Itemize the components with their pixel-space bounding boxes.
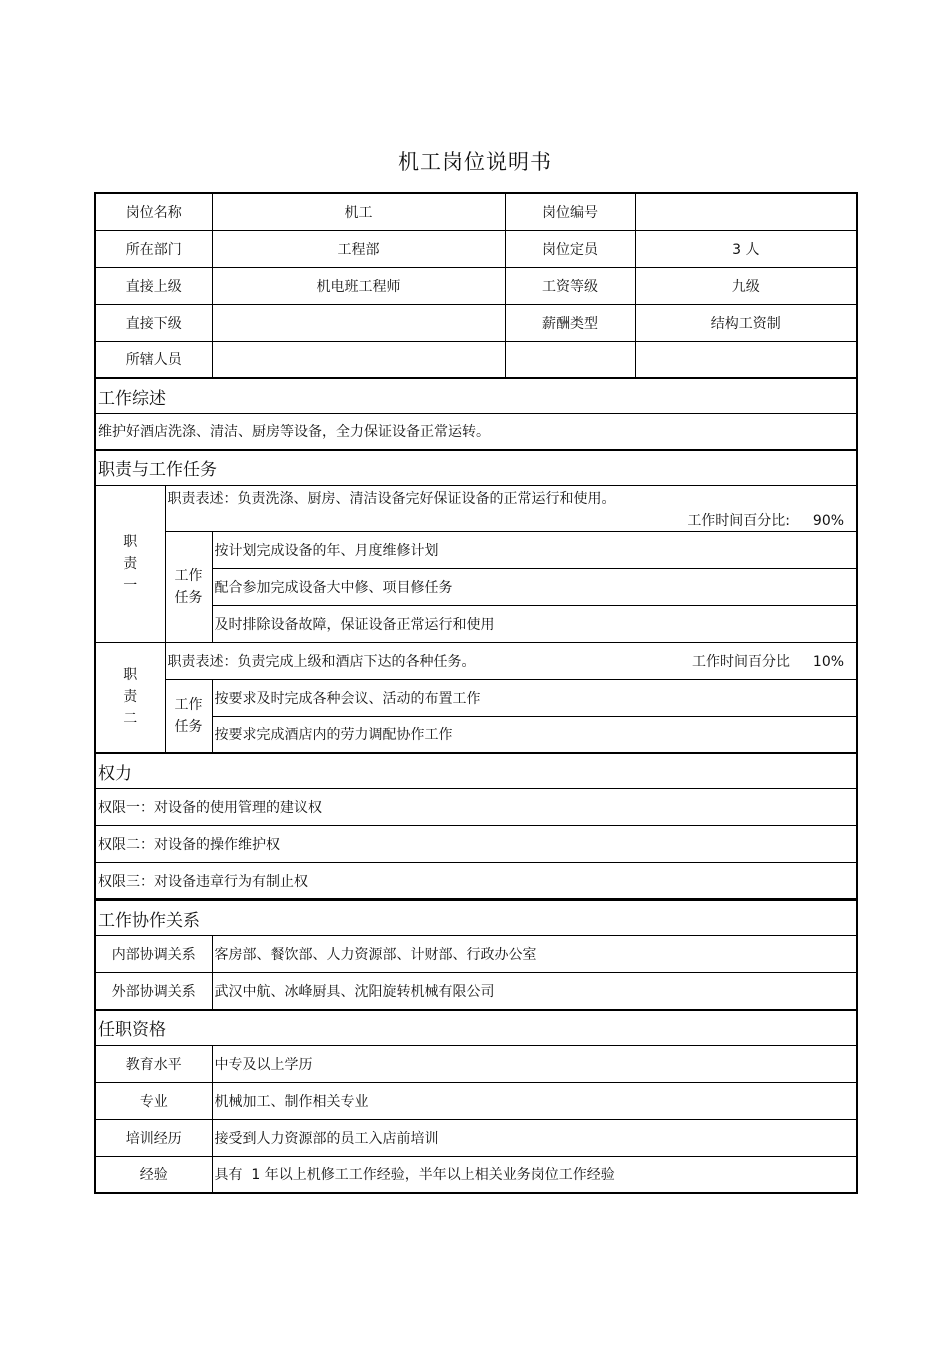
qualification-label: 专业 [95, 1082, 212, 1119]
duty-1-description: 职责表述：负责洗涤、厨房、清洁设备完好保证设备的正常运行和使用。 [167, 490, 616, 507]
duty-2-description-row [95, 642, 857, 679]
label-position-code: 岗位编号 [505, 193, 635, 230]
label-empty [505, 341, 635, 378]
authority-item: 权限二：对设备的操作维护权 [95, 826, 857, 863]
duty-1-task: 按计划完成设备的年、月度维修计划 [212, 531, 857, 568]
value-headcount: 3 人 [635, 230, 857, 267]
label-pay-type: 薪酬类型 [505, 304, 635, 341]
qualification-value: 机械加工、制作相关专业 [212, 1082, 857, 1119]
section-heading: 工作协作关系 [95, 900, 857, 936]
duty-2-description: 职责表述：负责完成上级和酒店下达的各种任务。 [167, 653, 476, 670]
duty-1-description-row [95, 485, 857, 531]
basic-info-row [95, 341, 857, 378]
basic-info-row [95, 230, 857, 267]
qualification-value: 具有 1 年以上机修工工作经验，半年以上相关业务岗位工作经验 [212, 1156, 857, 1193]
duty-1-label: 职 责 一 [95, 485, 165, 642]
label-subordinate: 直接下级 [95, 304, 212, 341]
label-position-name: 岗位名称 [95, 193, 212, 230]
section-heading: 权力 [95, 753, 857, 789]
authority-item: 权限一：对设备的使用管理的建议权 [95, 789, 857, 826]
value-subordinate [212, 304, 505, 341]
section-authority [95, 753, 857, 789]
value-supervisor: 机电班工程师 [212, 267, 505, 304]
section-summary [95, 378, 857, 414]
qualification-label: 经验 [95, 1156, 212, 1193]
duty-1-task: 配合参加完成设备大中修、项目修任务 [212, 568, 857, 605]
duty-2-time-percent: 工作时间百分比 10% [692, 653, 845, 670]
qualification-label: 培训经历 [95, 1119, 212, 1156]
label-staff: 所辖人员 [95, 341, 212, 378]
relation-label: 内部协调关系 [95, 936, 212, 973]
section-heading: 任职资格 [95, 1010, 857, 1046]
section-qualifications [95, 1010, 857, 1046]
label-salary-grade: 工资等级 [505, 267, 635, 304]
value-pay-type: 结构工资制 [635, 304, 857, 341]
relation-value: 武汉中航、冰峰厨具、沈阳旋转机械有限公司 [212, 973, 857, 1010]
job-description-table [94, 192, 856, 1194]
duty-2-label: 职 责 二 [95, 642, 165, 753]
section-heading: 职责与工作任务 [95, 450, 857, 486]
value-staff [212, 341, 505, 378]
relation-label: 外部协调关系 [95, 973, 212, 1010]
relation-value: 客房部、餐饮部、人力资源部、计财部、行政办公室 [212, 936, 857, 973]
value-department: 工程部 [212, 230, 505, 267]
value-position-code [635, 193, 857, 230]
value-position-name: 机工 [212, 193, 505, 230]
duty-2-tasks-label: 工作 任务 [165, 679, 212, 753]
basic-info-row [95, 193, 857, 230]
summary-text: 维护好酒店洗涤、清洁、厨房等设备，全力保证设备正常运转。 [95, 414, 857, 450]
basic-info-row [95, 267, 857, 304]
label-department: 所在部门 [95, 230, 212, 267]
value-empty [635, 341, 857, 378]
authority-item: 权限三：对设备违章行为有制止权 [95, 863, 857, 900]
label-headcount: 岗位定员 [505, 230, 635, 267]
duty-1-tasks-label: 工作 任务 [165, 531, 212, 642]
qualification-value: 接受到人力资源部的员工入店前培训 [212, 1119, 857, 1156]
value-salary-grade: 九级 [635, 267, 857, 304]
duty-2-task: 按要求及时完成各种会议、活动的布置工作 [212, 679, 857, 716]
duty-1-time-percent: 工作时间百分比: 90% [687, 512, 845, 529]
section-duties [95, 450, 857, 486]
qualification-label: 教育水平 [95, 1045, 212, 1082]
section-heading: 工作综述 [95, 378, 857, 414]
basic-info-row [95, 304, 857, 341]
section-relations [95, 900, 857, 936]
duty-2-task: 按要求完成酒店内的劳力调配协作工作 [212, 716, 857, 753]
page-title: 机工岗位说明书 [398, 150, 552, 174]
duty-1-task: 及时排除设备故障，保证设备正常运行和使用 [212, 605, 857, 642]
label-supervisor: 直接上级 [95, 267, 212, 304]
qualification-value: 中专及以上学历 [212, 1045, 857, 1082]
